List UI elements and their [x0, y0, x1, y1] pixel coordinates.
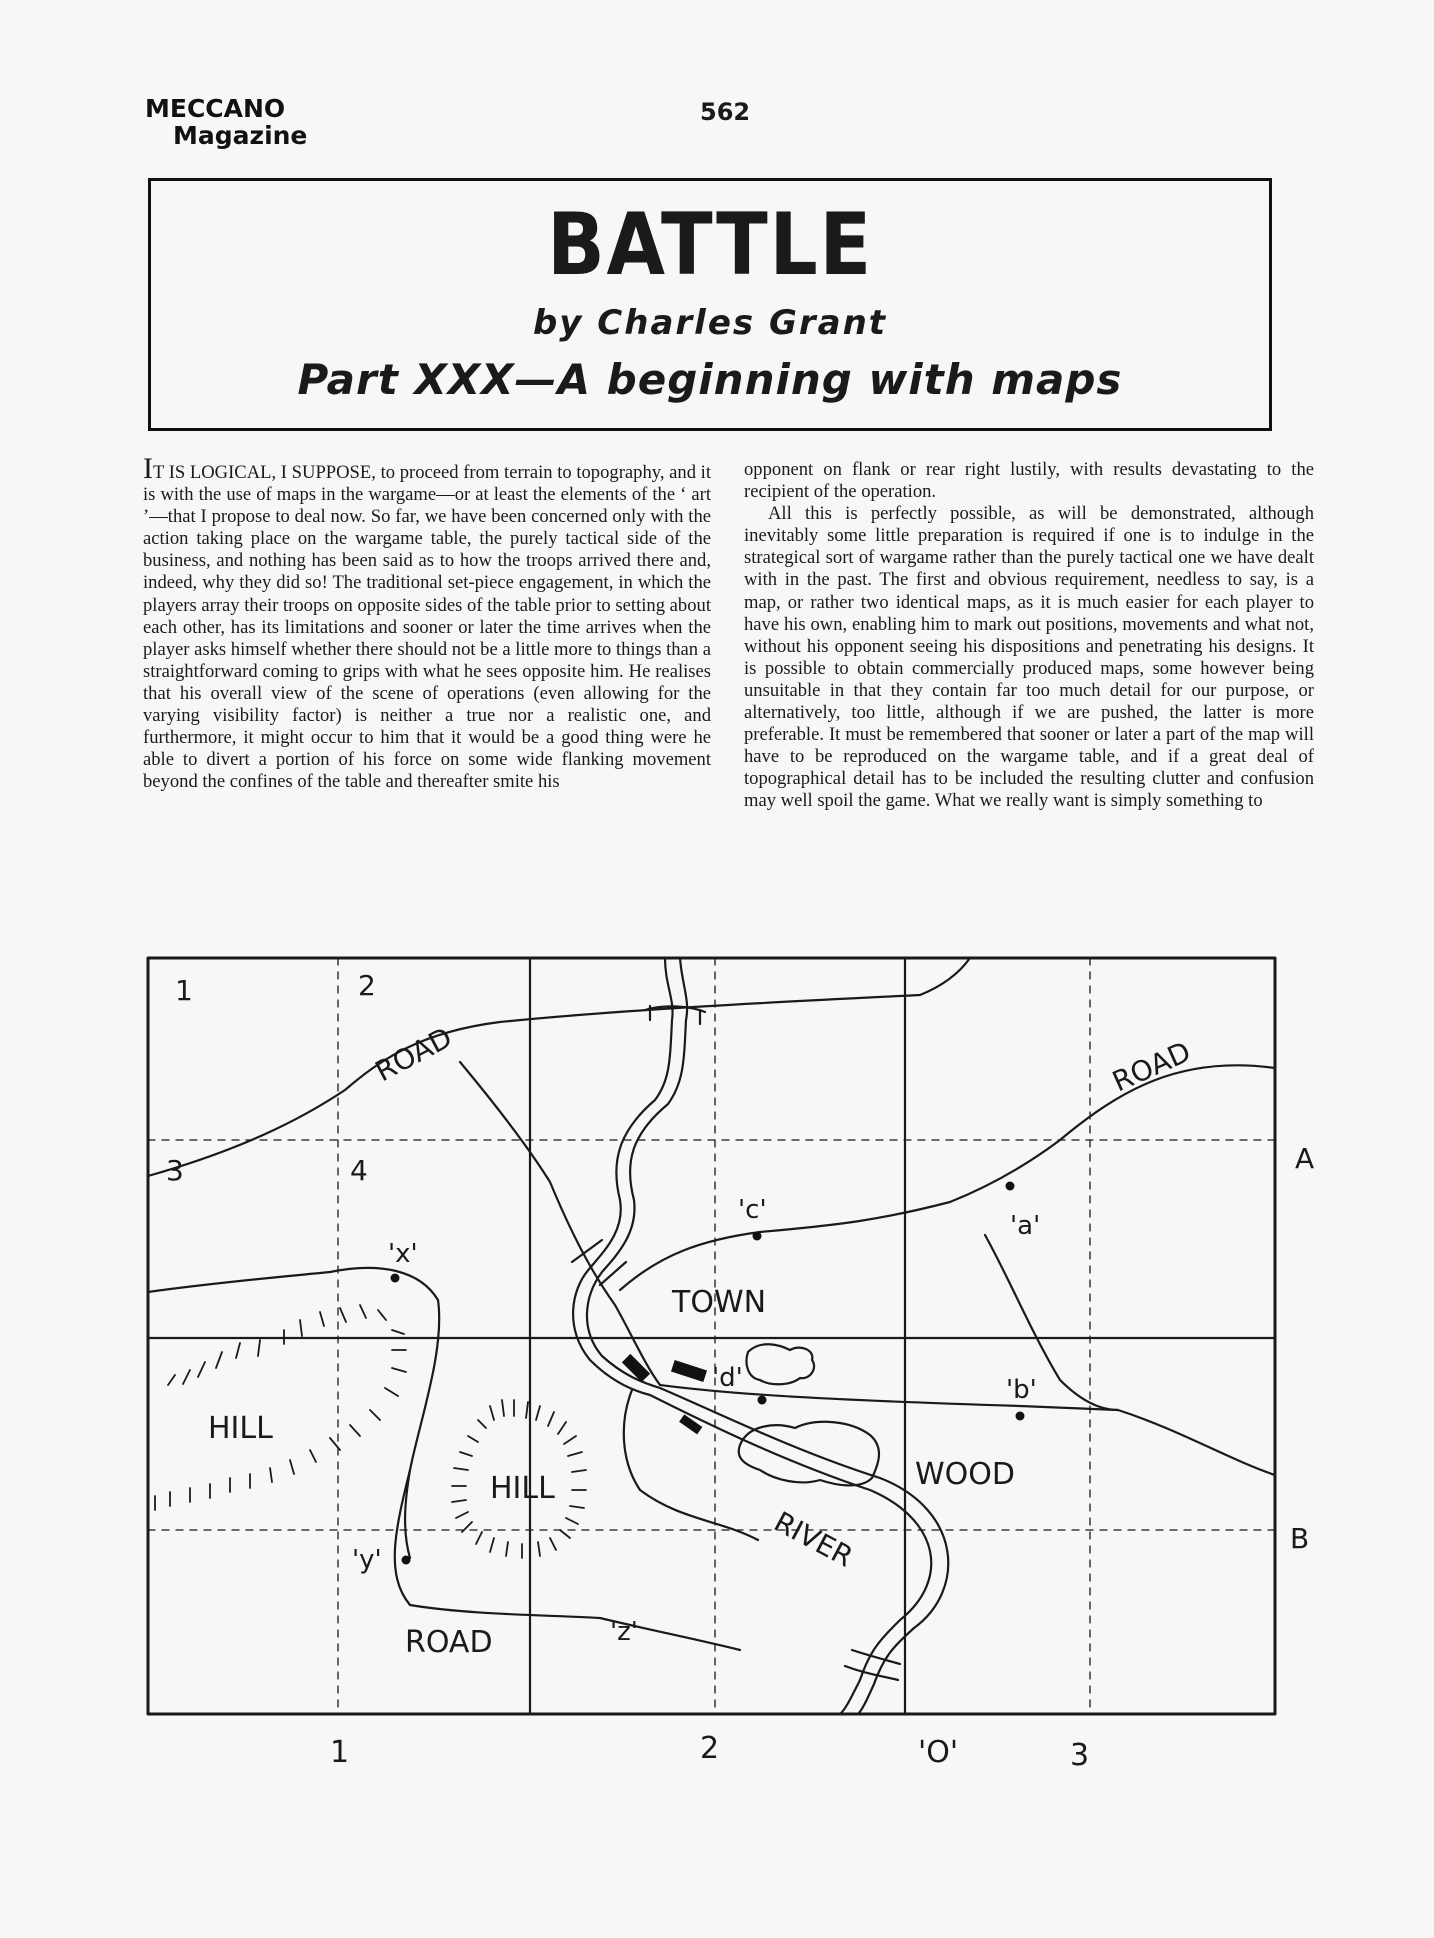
label-road-sw: ROAD: [405, 1625, 493, 1660]
label-road-nw: ROAD: [369, 1020, 458, 1089]
point-label-d: 'd': [712, 1363, 743, 1393]
label-river: RIVER: [768, 1505, 859, 1574]
paragraph: opponent on flank or rear right lustily, with results devastating to the recipient of the operation.: [744, 459, 1314, 503]
label-town: TOWN: [672, 1285, 767, 1320]
label-wood: WOOD: [915, 1457, 1015, 1492]
point-label-c: 'c': [738, 1195, 767, 1225]
point-label-b: 'b': [1006, 1375, 1037, 1405]
point-label-z: 'z': [610, 1617, 638, 1647]
drop-cap: I: [143, 452, 153, 485]
map-point-y: [402, 1556, 411, 1565]
map-frame: [148, 958, 1275, 1714]
bottom-label: 2: [700, 1731, 720, 1766]
row-label: A: [1295, 1142, 1315, 1175]
point-label-y: 'y': [352, 1545, 382, 1575]
subtitle: Part XXX—A beginning with maps: [297, 355, 1123, 404]
map-point-d: [758, 1396, 767, 1405]
grid-number: 3: [166, 1154, 184, 1187]
point-label-a: 'a': [1010, 1211, 1041, 1241]
byline: by Charles Grant: [532, 303, 888, 343]
road-hill-loop: [148, 1268, 740, 1650]
building: [671, 1360, 707, 1382]
label-hill-center: HILL: [490, 1471, 555, 1506]
road-diagonal: [460, 1062, 660, 1385]
map-point-b: [1016, 1412, 1025, 1421]
bottom-label: 1: [330, 1735, 350, 1770]
grid-number: 1: [175, 974, 193, 1007]
road-north: [148, 958, 970, 1176]
label-hill-left: HILL: [208, 1411, 273, 1446]
wood: [747, 1344, 815, 1384]
road-track: [985, 1235, 1118, 1410]
map-point-x: [391, 1274, 400, 1283]
label-road-ne: ROAD: [1107, 1035, 1196, 1099]
paragraph: All this is perfectly possible, as will be demonstrated, although inevitably some little preparation is required if one is to indulge in the strategical sort of wargame rather than the purely tactical one we have dealt with in the past. The first and obvious requirement, needless to say, is a map, or rather two identical maps, as it is much easier for each player to have his own, enabling him to mark out positions, movements and what not, without his opponent seeing his dispositions and penetrating his designs. It is possible to obtain commercially produced maps, some however being unsuitable in that they contain far too much detail for our purpose, or alternatively, too little, although if we are pushed, the latter is more preferable. It must be remembered that sooner or later a part of the map will have to be reproduced on the wargame table, and if a great deal of topographical detail has to be included the resulting clutter and confusion may well spoil the game. What we really want is simply something to: [744, 503, 1314, 812]
point-label-x: 'x': [388, 1239, 418, 1269]
grid-number: 4: [350, 1154, 368, 1187]
headline: BATTLE: [547, 195, 873, 295]
road-east: [620, 1065, 1275, 1290]
map-point-c: [753, 1232, 762, 1241]
bottom-label: 3: [1070, 1738, 1090, 1773]
river: [587, 958, 948, 1714]
river: [573, 958, 931, 1714]
row-label: B: [1290, 1522, 1310, 1555]
building: [679, 1414, 702, 1434]
paragraph-text: T IS LOGICAL, I SUPPOSE, to proceed from terrain to topography, and it is with the use of maps in the wargame—or at least the elements of the ‘ art ’—that I propose to deal now. So far, we have been concerned only with the action taking place on the wargame table, the purely tactical side of the business, and nothing has been said as to how the troops arrived there and, indeed, why they did so! The traditional set-piece engagement, in which the players array their troops on opposite sides of the table prior to setting about each other, has its limitations and sooner or later the time arrives when the player asks himself whether there should not be a little more to things than a straightforward coming to grips with what he sees opposite him. He realises that his overall view of the scene of operations (even allowing for the varying visibility factor) is neither a true nor a realistic one, and furthermore, it might occur to him that it would be a good thing were he able to divert a portion of his force on some wide flanking movement beyond the confines of the table and thereafter smite his: [143, 462, 711, 793]
bridge: [845, 1650, 900, 1680]
grid-number: 2: [358, 969, 376, 1002]
bottom-label: 'O': [918, 1735, 959, 1770]
masthead-subtitle: Magazine: [173, 121, 308, 150]
map-point-a: [1006, 1182, 1015, 1191]
road-south-link: [624, 1390, 758, 1540]
page-number: 562: [700, 98, 751, 126]
masthead-title: MECCANO: [145, 94, 286, 123]
